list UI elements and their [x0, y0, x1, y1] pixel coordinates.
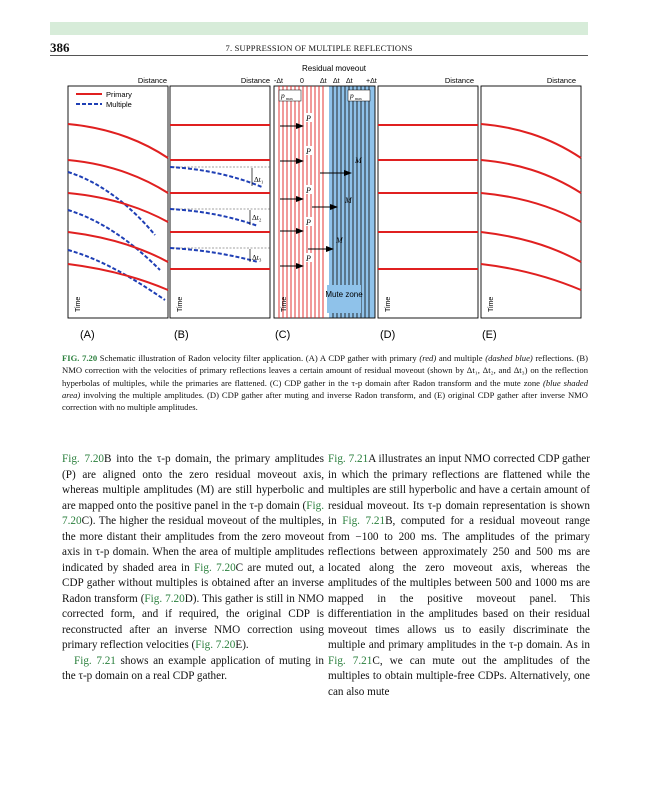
left-text-3: C are muted out, a CDP gather without multiples is obtained after an inverse Radon transform ( — [62, 561, 324, 605]
left-text-4: D). This gather is still in NMO corrected form, and if required, the original CDP is reconstructed after an inverse NMO correction using primary reflection velocities ( — [62, 592, 324, 651]
p-max-left-sub: max — [286, 96, 293, 101]
dt1-label: Δt₁ — [254, 175, 264, 184]
p-label-3: P — [306, 186, 311, 195]
left-text-6: shows an example application of muting in the τ-p domain on a real CDP gather. — [62, 654, 324, 682]
axis-dt3-label: Δt — [346, 78, 353, 85]
left-text-2: C). The higher the residual moveout of the multiples, the more distant their amplitudes from the zero moveout axis in τ-p domain. When the area of multiple amplitudes indicated by shaded area in — [62, 515, 324, 574]
panel-label-e: (E) — [482, 329, 497, 341]
fig-link-7-20[interactable]: Fig. 7.20 — [62, 453, 105, 465]
panel-label-c: (C) — [275, 329, 291, 341]
left-text-1: B into the τ-p domain, the primary amplitudes (P) are aligned onto the zero residual moveout axis, whereas multiple amplitudes (M) are still hyperbolic and are mapped onto the positive panel in the τ-p domain ( — [62, 453, 324, 512]
body-column-right — [328, 452, 590, 700]
mute-zone-shading — [329, 86, 375, 318]
distance-label-a: Distance — [137, 76, 167, 85]
time-label-a: Time — [75, 296, 82, 312]
body-column-left — [62, 452, 324, 685]
legend-multiple: Multiple — [106, 100, 132, 109]
axis-minus-dt: -Δt — [274, 78, 283, 85]
page-number: 386 — [50, 40, 70, 55]
fig-link-7-20[interactable]: Fig. 7.20 — [195, 639, 236, 651]
distance-label-e: Distance — [546, 76, 576, 85]
caption-dashed-blue: (dashed blue) — [485, 353, 533, 363]
p-max-right-sub: max — [355, 96, 362, 101]
p-label-5: P — [306, 254, 311, 263]
axis-dt2-label: Δt — [333, 78, 340, 85]
panel-a — [68, 86, 168, 318]
left-paragraph-1 — [62, 452, 324, 654]
residual-moveout-title: Residual moveout — [301, 64, 367, 73]
time-label-c: Time — [281, 296, 288, 312]
fig-link-7-20[interactable]: Fig. 7.20 — [144, 592, 185, 605]
axis-dt1-label: Δt — [320, 78, 327, 85]
fig-link-7-20[interactable]: Fig. 7.20 — [194, 561, 236, 574]
panel-d — [378, 86, 478, 318]
mute-zone-label: Mute zone — [325, 290, 363, 299]
caption-text-4: involving the multiple amplitudes. (D) CDP gather after muting and inverse Radon transform, and (E) original CDP gather after inverse NMO correction with no multiple amplitudes. — [62, 389, 588, 413]
right-paragraph-1 — [328, 452, 590, 700]
distance-label-d: Distance — [444, 76, 474, 85]
m-label-3: M — [336, 236, 343, 245]
panel-c — [274, 86, 375, 318]
p-label-4: P — [306, 218, 311, 227]
distance-label-b: Distance — [240, 76, 270, 85]
time-label-d: Time — [385, 296, 392, 312]
axis-zero: 0 — [300, 78, 304, 85]
figure-number: FIG. 7.20 — [62, 353, 98, 363]
time-label-e: Time — [488, 296, 495, 312]
left-text-5: E). — [235, 639, 249, 651]
right-text-2: B, computed for a residual moveout range from −100 to 200 ms. The amplitudes of the primary reflections between approximately 250 and 500 ms are located along the zero moveout axis, whereas the amplitudes of the multiples between 500 and 1000 ms are mapped in the positive moveout panel. This differentiation in the amplitudes based on their residual moveout times allows us to easily discriminate the multiple and primary amplitudes in the τ-p domain. As in — [328, 515, 590, 651]
fig-link-7-21[interactable]: Fig. 7.21 — [328, 453, 369, 465]
dt3-label: Δt₃ — [252, 253, 262, 262]
running-head: 7. SUPPRESSION OF MULTIPLE REFLECTIONS — [225, 43, 413, 53]
caption-text-3: reflections. (B) NMO correction with the velocities of primary reflections leaves a certain amount of residual moveout (shown by Δt₁, Δt₂, and Δt₃) on the reflection hyperbolas of multiples, while the primaries are flattened. (C) CDP gather in the τ-p domain after Radon transform and the mute zone — [62, 353, 588, 388]
caption-text-1: Schematic illustration of Radon velocity filter application. (A) A CDP gather with primary — [97, 353, 420, 363]
fig-link-7-21[interactable]: Fig. 7.21 — [74, 654, 116, 667]
panel-b — [170, 86, 270, 318]
legend-primary: Primary — [106, 90, 132, 99]
panel-e — [481, 86, 581, 318]
panel-label-a: (A) — [80, 329, 95, 341]
fig-link-7-21[interactable]: Fig. 7.21 — [328, 654, 373, 667]
p-label-1: P — [306, 114, 311, 123]
caption-text-2: and multiple — [436, 353, 486, 363]
m-label-1: M — [355, 156, 362, 165]
axis-plus-dt: +Δt — [366, 78, 377, 85]
caption-blue-shaded: (blue shaded area) — [62, 377, 589, 400]
panel-label-b: (B) — [174, 329, 189, 341]
right-text-3: C, we can mute out the amplitudes of the multiples to obtain multiple-free CDPs. Alternatively, one can also mute — [328, 654, 590, 698]
caption-red: (red) — [419, 353, 437, 363]
panel-label-d: (D) — [380, 329, 396, 341]
right-text-1: A illustrates an input NMO corrected CDP gather in which the primary reflections are flattened while the multiples are still hyperbolic and have a certain amount of residual moveout. Its τ-p domain representation is shown in — [328, 453, 590, 527]
p-max-left: p — [281, 91, 285, 100]
left-paragraph-2 — [62, 654, 324, 685]
p-label-2: P — [306, 147, 311, 156]
figure-caption — [62, 352, 588, 413]
time-label-b: Time — [177, 296, 184, 312]
fig-link-7-20[interactable]: Fig. 7.20 — [62, 499, 324, 527]
figure-7-20 — [0, 0, 648, 350]
fig-link-7-21[interactable]: Fig. 7.21 — [342, 515, 386, 527]
dt2-label: Δt₂ — [252, 213, 262, 222]
p-max-right: p — [350, 91, 354, 100]
m-label-2: M — [345, 196, 352, 205]
